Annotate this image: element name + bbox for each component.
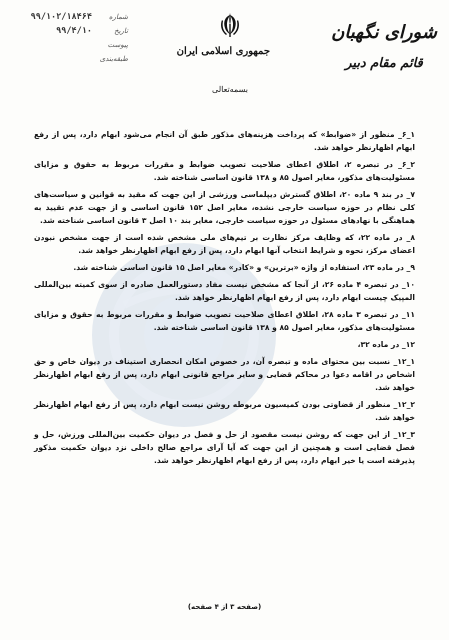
paragraph: ۸_ در ماده ۲۲، که وظایف مرکز نظارت بر تیم‌های ملی مشخص شده است از جهت مشخص نبودن اعضای مرکز، نحوه و شرایط انتخاب آنها ابهام دارد، پس از رفع ابهام اظهارنظر خواهد شد. — [34, 233, 415, 255]
paragraph: ۱۱_ در تبصره ۳ ماده ۲۸، اطلاق اعطای صلاحیت تصویب ضوابط و مقررات مربوط به حقوق و مزایای مسئولیت‌های مذکور، مغایر اصول ۸۵ و ۱۳۸ قانون اساسی شناخته شد. — [34, 310, 415, 332]
date-row — [8, 24, 128, 38]
paragraph: ۹_ در ماده ۲۳، استفاده از واژه «برترین» و «کادر» مغایر اصل ۱۵ قانون اساسی شناخته شد. — [73, 263, 415, 272]
council-name: شورای نگهبان — [331, 22, 437, 43]
bismillah-text: بسمه‌تعالی — [212, 85, 248, 94]
attachment-label: پیوست — [107, 41, 128, 49]
paragraph: ۳_۱۲_ از این جهت که روشن نیست مقصود از حل و فصل در دیوان حکمیت بین‌المللی ورزش، حل و فصل قضایی است و همچنین از این جهت که آیا آرای مراجع صالح داخلی نزد دیوان حکمیت مذکور پذیرفته است یا خیر ابهام دارد، پس از رفع ابهام اظهارنظر خواهد شد. — [34, 430, 415, 465]
date-label: تاریخ — [114, 27, 128, 35]
date-value: ۹۹/۴/۱۰ — [56, 26, 92, 36]
paragraph: ۱_۱۲_ نسبت بین محتوای ماده و تبصره آن، در خصوص امکان انحصاری استیناف در دیوان خاص و حق اشخاص در اقامه دعوا در محاکم قضایی و سایر مراجع قانونی ابهام دارد، پس از رفع ابهام اظهارنظر خواهد شد. — [34, 357, 415, 392]
letter-body — [34, 128, 415, 471]
paragraph: ۱_۶_ منظور از «ضوابط» که پرداخت هزینه‌های مذکور طبق آن انجام می‌شود ابهام دارد، پس از رفع ابهام اظهارنظر خواهد شد. — [34, 130, 415, 152]
number-label: شماره — [108, 13, 128, 21]
deputy-secretary-title: قائم مقام دبیر — [345, 56, 423, 71]
attachment-row — [8, 38, 128, 52]
paragraph: ۲_۱۲_ منظور از قضاوتی بودن کمیسیون مربوطه روشن نیست ابهام دارد، پس از رفع ابهام اظهارنظر خواهد شد. — [34, 400, 415, 422]
letter-metadata — [8, 10, 128, 66]
paragraph: ۷_ در بند ۹ ماده ۲۰، اطلاق گسترش دیپلماسی ورزشی از این جهت که مقید به قوانین و سیاست‌های کلی نظام در حوزه سیاست خارجی نشده، مغایر اصل ۱۵۲ قانون اساسی و از جهت عدم تقیید به هماهنگی با نهادهای مسئول در حوزه سیاست خارجی، مغایر بند ۱۰ اصل ۳ قانون اساسی شناخته شد. — [34, 190, 415, 225]
number-row — [8, 10, 128, 24]
paragraph: ۱۰_ در تبصره ۴ ماده ۲۶، از آنجا که مشخص نیست مفاد دستورالعمل صادره از سوی کمیته بین‌المللی المپیک چیست ابهام دارد، پس از رفع ابهام اظهارنظر خواهد شد. — [34, 280, 415, 302]
republic-name: جمهوری اسلامی ایران — [176, 46, 270, 57]
council-letterhead — [329, 22, 439, 71]
page-number-footer: (صفحه ۳ از ۴ صفحه) — [187, 603, 262, 611]
category-row — [8, 52, 128, 66]
national-emblem-block — [176, 12, 270, 94]
category-label: طبقه‌بندی — [99, 55, 128, 63]
paragraph: ۲_۶_ در تبصره ۲، اطلاق اعطای صلاحیت تصویب ضوابط و مقررات مربوط به حقوق و مزایای مسئولیت‌های مذکور، مغایر اصول ۸۵ و ۱۳۸ قانون اساسی شناخته شد. — [34, 160, 415, 182]
number-value: ۹۹/۱۰۲/۱۸۴۶۴ — [30, 12, 92, 22]
paragraph: ۱۲_ در ماده ۳۲، — [357, 340, 415, 349]
iran-emblem-icon — [219, 12, 241, 38]
